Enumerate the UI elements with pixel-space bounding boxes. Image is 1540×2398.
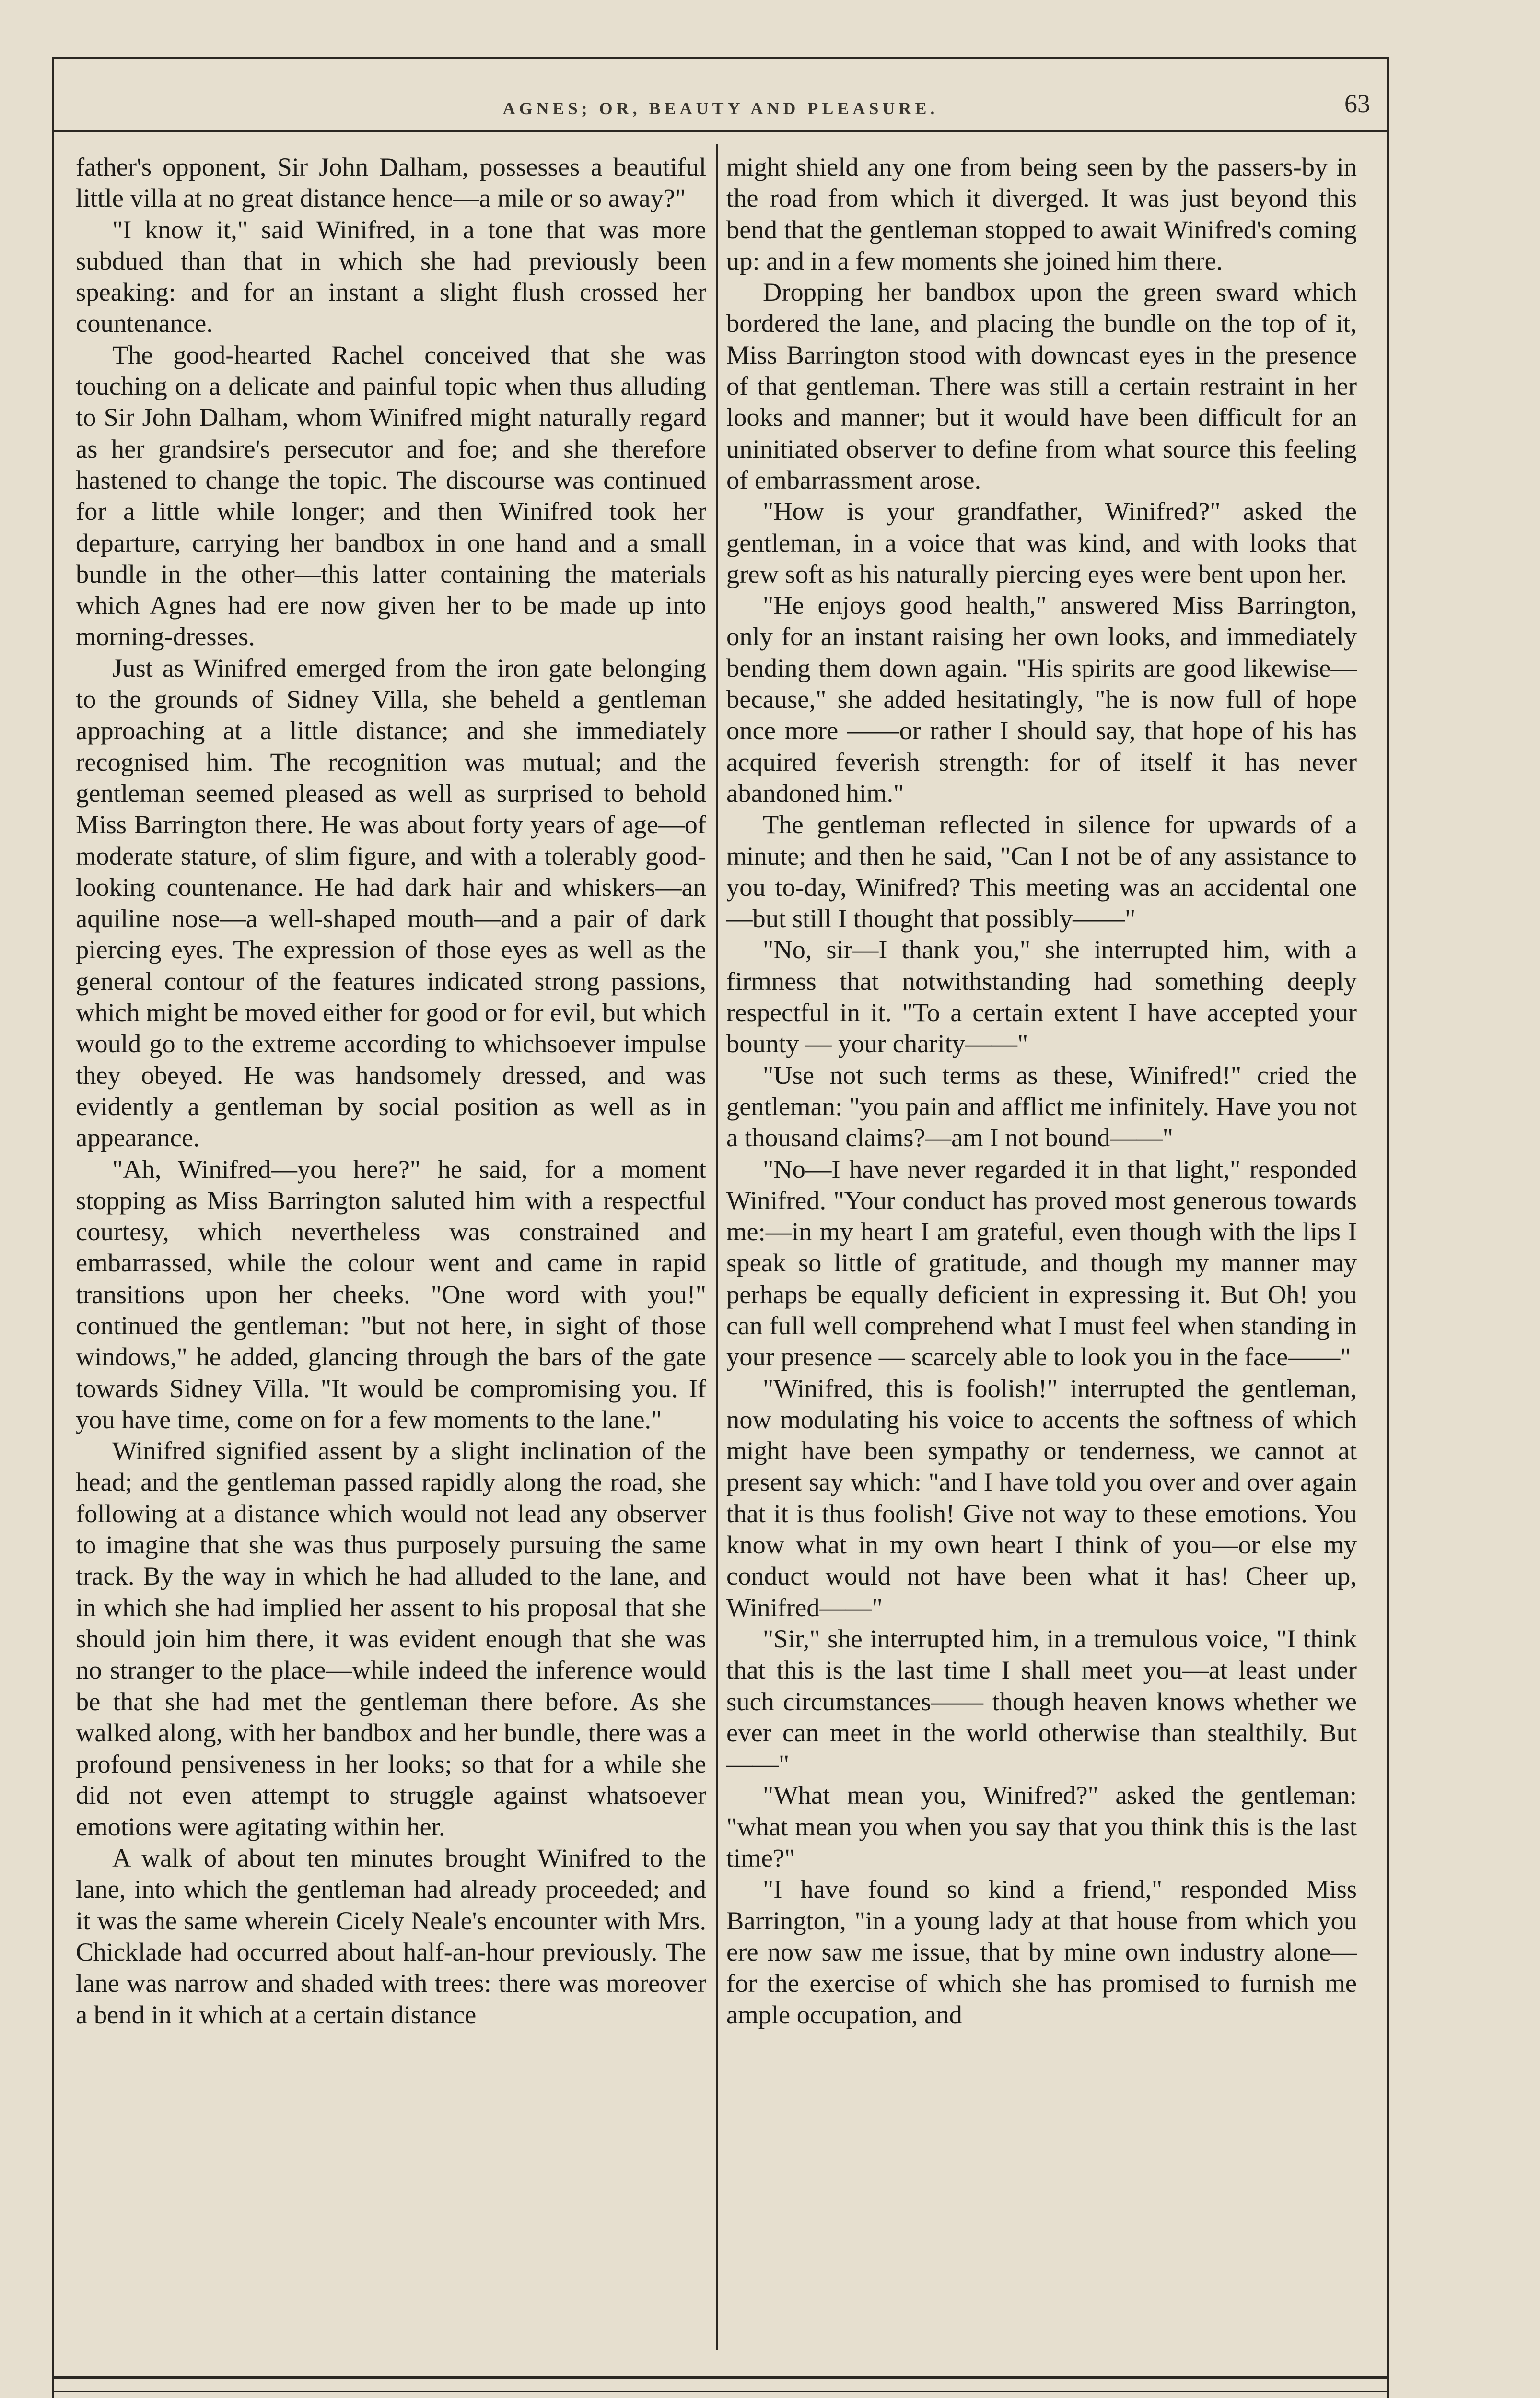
footer-rule: [52, 2376, 1389, 2379]
page-number: 63: [1344, 89, 1370, 118]
footer-rule-thin: [52, 2391, 1389, 2392]
left-column: [76, 151, 706, 2348]
paragraph: "What mean you, Winifred?" asked the gentleman: "what mean you when you say that you think this is the last time?": [726, 1780, 1357, 1873]
paragraph: A walk of about ten minutes brought Winifred to the lane, into which the gentleman had already proceeded; and it was the same wherein Cicely Neale's encounter with Mrs. Chicklade had occurred about half-an-hour previously. The lane was narrow and shaded with trees: there was moreover a bend in it which at a certain distance: [76, 1843, 706, 2029]
paragraph: father's opponent, Sir John Dalham, possesses a beautiful little villa at no great distance hence—a mile or so away?": [76, 152, 706, 213]
paragraph: "How is your grandfather, Winifred?" asked the gentleman, in a voice that was kind, and with looks that grew soft as his naturally piercing eyes were bent upon her.: [726, 496, 1357, 588]
paragraph: "No, sir—I thank you," she interrupted him, with a firmness that notwithstanding had something deeply respectful in it. "To a certain extent I have accepted your bounty — your charity——": [726, 935, 1357, 1058]
paragraph: "Sir," she interrupted him, in a tremulous voice, "I think that this is the last time I shall meet you—at least under such circumstances—— though heaven knows whether we ever can meet in the world otherwise than stealthily. But——": [726, 1623, 1357, 1779]
paragraph: Just as Winifred emerged from the iron gate belonging to the grounds of Sidney Villa, she beheld a gentleman approaching at a little distance; and she immediately recognised him. The recognition was mutual; and the gentleman seemed pleased as well as surprised to behold Miss Barrington there. He was about forty years of age—of moderate stature, of slim figure, and with a tolerably good-looking countenance. He had dark hair and whiskers—an aquiline nose—a well-shaped mouth—and a pair of dark piercing eyes. The expression of those eyes as well as the general contour of the features indicated strong passions, which might be moved either for good or for evil, but which would go to the extreme according to whichsoever impulse they obeyed. He was handsomely dressed, and was evidently a gentleman by social position as well as in appearance.: [76, 653, 706, 1152]
paragraph: The good-hearted Rachel conceived that she was touching on a delicate and painful topic when thus alluding to Sir John Dalham, whom Winifred might naturally regard as her grandsire's persecutor and foe; and she therefore hastened to change the topic. The discourse was continued for a little while longer; and then Winifred took her departure, carrying her bandbox in one hand and a small bundle in the other—this latter containing the materials which Agnes had ere now given her to be made up into morning-dresses.: [76, 340, 706, 651]
paragraph: Dropping her bandbox upon the green sward which bordered the lane, and placing the bundle on the top of it, Miss Barrington stood with downcast eyes in the presence of that gentleman. There was still a certain restraint in her looks and manner; but it would have been difficult for an uninitiated observer to define from what source this feeling of embarrassment arose.: [726, 277, 1357, 494]
paragraph: The gentleman reflected in silence for upwards of a minute; and then he said, "Can I not be of any assistance to you to-day, Winifred? This meeting was an accidental one—but still I thought that possibly——": [726, 810, 1357, 933]
paragraph: "I know it," said Winifred, in a tone that was more subdued than that in which she had previously been speaking: and for an instant a slight flush crossed her countenance.: [76, 214, 706, 338]
paragraph: "Use not such terms as these, Winifred!" cried the gentleman: "you pain and afflict me infinitely. Have you not a thousand claims?—am I not bound——": [726, 1060, 1357, 1152]
right-column: [726, 151, 1357, 2348]
paragraph: "I have found so kind a friend," responded Miss Barrington, "in a young lady at that house from which you ere now saw me issue, that by mine own industry alone—for the exercise of which she has promised to furnish me ample occupation, and: [726, 1874, 1357, 2029]
running-head: AGNES; OR, BEAUTY AND PLEASURE.: [502, 99, 939, 118]
page-header: [52, 89, 1389, 132]
paragraph: "He enjoys good health," answered Miss Barrington, only for an instant raising her own looks, and immediately bending them down again. "His spirits are good likewise—because," she added hesitatingly, "he is now full of hope once more ——or rather I should say, that hope of his has acquired feverish strength: for of itself it has never abandoned him.": [726, 590, 1357, 808]
header-rule: [52, 130, 1389, 132]
paragraph: "Winifred, this is foolish!" interrupted the gentleman, now modulating his voice to accents the softness of which might have been sympathy or tenderness, we cannot at present say which: "and I have told you over and over again that it is thus foolish! Give not way to these emotions. You know what in my own heart I think of you—or else my conduct would not have been what it has! Cheer up, Winifred——": [726, 1373, 1357, 1622]
paragraph: "No—I have never regarded it in that light," responded Winifred. "Your conduct has proved most generous towards me:—in my heart I am grateful, even though with the lips I speak so little of gratitude, and though my manner may perhaps be equally deficient in expressing it. But Oh! you can full well comprehend what I must feel when standing in your presence — scarcely able to look you in the face——": [726, 1154, 1357, 1372]
column-divider: [716, 144, 718, 2350]
paragraph: Winifred signified assent by a slight inclination of the head; and the gentleman passed rapidly along the road, she following at a distance which would not lead any observer to imagine that she was thus purposely pursuing the same track. By the way in which he had alluded to the lane, and in which she had implied her assent to his proposal that she should join him there, it was evident enough that she was no stranger to the place—while indeed the inference would be that she had met the gentleman there before. As she walked along, with her bandbox and her bundle, there was a profound pensiveness in her looks; so that for a while she did not even attempt to struggle against whatsoever emotions were agitating within her.: [76, 1436, 706, 1841]
paragraph: might shield any one from being seen by the passers-by in the road from which it diverged. It was just beyond this bend that the gentleman stopped to await Winifred's coming up: and in a few moments she joined him there.: [726, 152, 1357, 275]
paragraph: "Ah, Winifred—you here?" he said, for a moment stopping as Miss Barrington saluted him with a respectful courtesy, which nevertheless was constrained and embarrassed, while the colour went and came in rapid transitions upon her cheeks. "One word with you!" continued the gentleman: "but not here, in sight of those windows," he added, glancing through the bars of the gate towards Sidney Villa. "It would be compromising you. If you have time, come on for a few moments to the lane.": [76, 1154, 706, 1434]
